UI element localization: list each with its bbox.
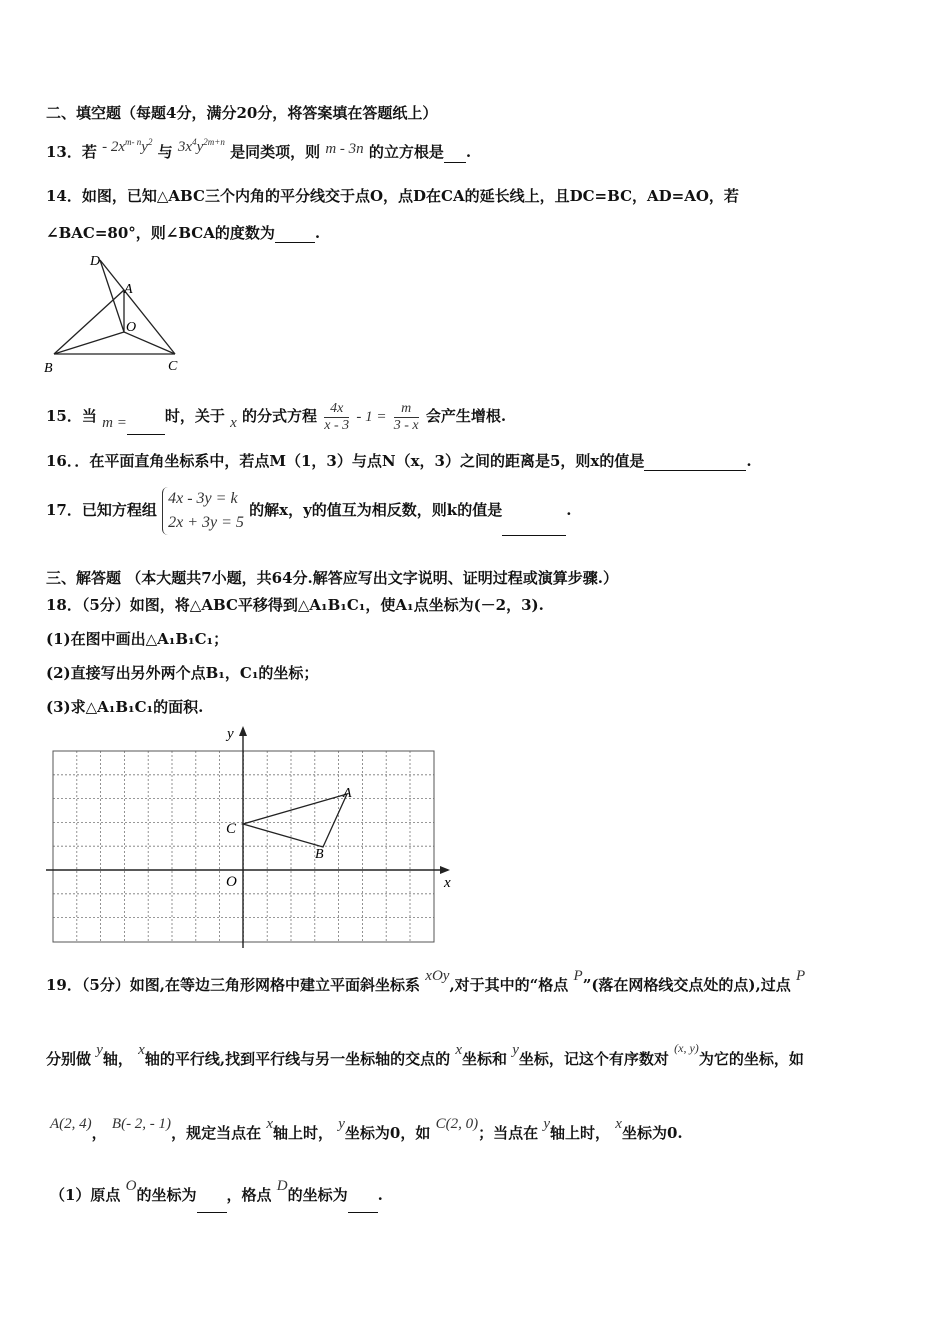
- q17-equation-system: 4x - 3y = k 2x + 3y = 5: [162, 487, 244, 535]
- q13-number: 13．若: [46, 143, 97, 161]
- answer-blank: [644, 456, 746, 471]
- q15-fraction-1: $\frac{4x}{x - 3}$: [324, 400, 350, 433]
- question-19-para3: A(2, 4)， B(- 2, - 1)，规定当点在 x轴上时， y坐标为0，如 C(2, 0)；当点在 y轴上时， x坐标为0.: [50, 1116, 683, 1142]
- question-18-line1: 18．（5分）如图，将△ABC平移得到△A₁B₁C₁，使A₁点坐标为(－2，3).: [46, 596, 544, 614]
- question-19-part1: （1）原点 O的坐标为 ，格点 D的坐标为 .: [50, 1178, 383, 1213]
- answer-blank: [127, 420, 165, 435]
- section-2-heading: 二、填空题（每题4分，满分20分，将答案填在答题纸上）: [46, 104, 438, 122]
- q13-expr3: m - 3n: [325, 141, 364, 157]
- point-C-label: C: [226, 821, 237, 837]
- q13-expr1: - $2x^{m- n}y^2$: [102, 137, 153, 155]
- label-A: A: [124, 282, 133, 297]
- q13-expr2: $3x^4y^{2m+n}$: [177, 137, 225, 155]
- axis-label-y: y: [227, 726, 234, 742]
- origin-label: O: [226, 874, 237, 890]
- question-19-para1: 19．（5分）如图,在等边三角形网格中建立平面斜坐标系 xOy,对于其中的“格点 P”(落在网格线交点处的点),过点 P: [46, 968, 806, 994]
- question-13: 13．若 - $2x^{m- n}y^2$ 与 $3x^4y^{2m+n}$ 是同类项，则 m - 3n 的立方根是 .: [46, 137, 472, 161]
- section-3-heading: 三、解答题 （本大题共7小题，共64分.解答应写出文字说明、证明过程或演算步骤.）: [46, 569, 618, 587]
- label-O: O: [126, 320, 137, 335]
- answer-blank: [348, 1198, 378, 1213]
- label-D: D: [90, 254, 101, 269]
- q14-triangle-figure: [40, 250, 190, 375]
- point-B-label: B: [315, 847, 324, 862]
- answer-blank: [444, 148, 466, 163]
- question-14-line1: 14．如图，已知△ABC三个内角的平分线交于点O，点D在CA的延长线上，且DC=BC，AD=AO，若: [46, 187, 739, 205]
- question-18-line3: (2)直接写出另外两个点B₁，C₁的坐标；: [46, 664, 319, 682]
- question-14-line2: ∠BAC=80°，则∠BCA的度数为 .: [46, 224, 321, 242]
- q15-fraction-2: $\frac{m}{3 - x}$: [393, 400, 419, 433]
- label-B: B: [44, 361, 53, 375]
- q18-coordinate-grid: [40, 720, 460, 950]
- question-18-line4: (3)求△A₁B₁C₁的面积.: [46, 698, 204, 716]
- question-19-para2: 分别做 y轴， x轴的平行线,找到平行线与另一坐标轴的交点的 x坐标和 y坐标，记这个有序数对 $^{(x, y)}$为它的坐标，如: [46, 1041, 804, 1068]
- axis-label-x: x: [444, 875, 451, 891]
- label-C: C: [168, 359, 178, 374]
- answer-blank: [275, 228, 315, 243]
- point-A-label: A: [343, 786, 352, 801]
- question-16: 16．．在平面直角坐标系中，若点M（1，3）与点N（x，3）之间的距离是5，则x的值是 .: [46, 452, 752, 470]
- answer-blank: [502, 521, 566, 536]
- question-15: 15．当 m = 时，关于 x 的分式方程 $\frac{4x}{x - 3}$ - 1 = $\frac{m}{3 - x}$ 会产生增根.: [46, 398, 506, 435]
- question-17: 17．已知方程组 4x - 3y = k 2x + 3y = 5 的解x，y的值互为相反数，则k的值是 .: [46, 484, 571, 536]
- answer-blank: [197, 1198, 227, 1213]
- question-18-line2: (1)在图中画出△A₁B₁C₁；: [46, 630, 229, 648]
